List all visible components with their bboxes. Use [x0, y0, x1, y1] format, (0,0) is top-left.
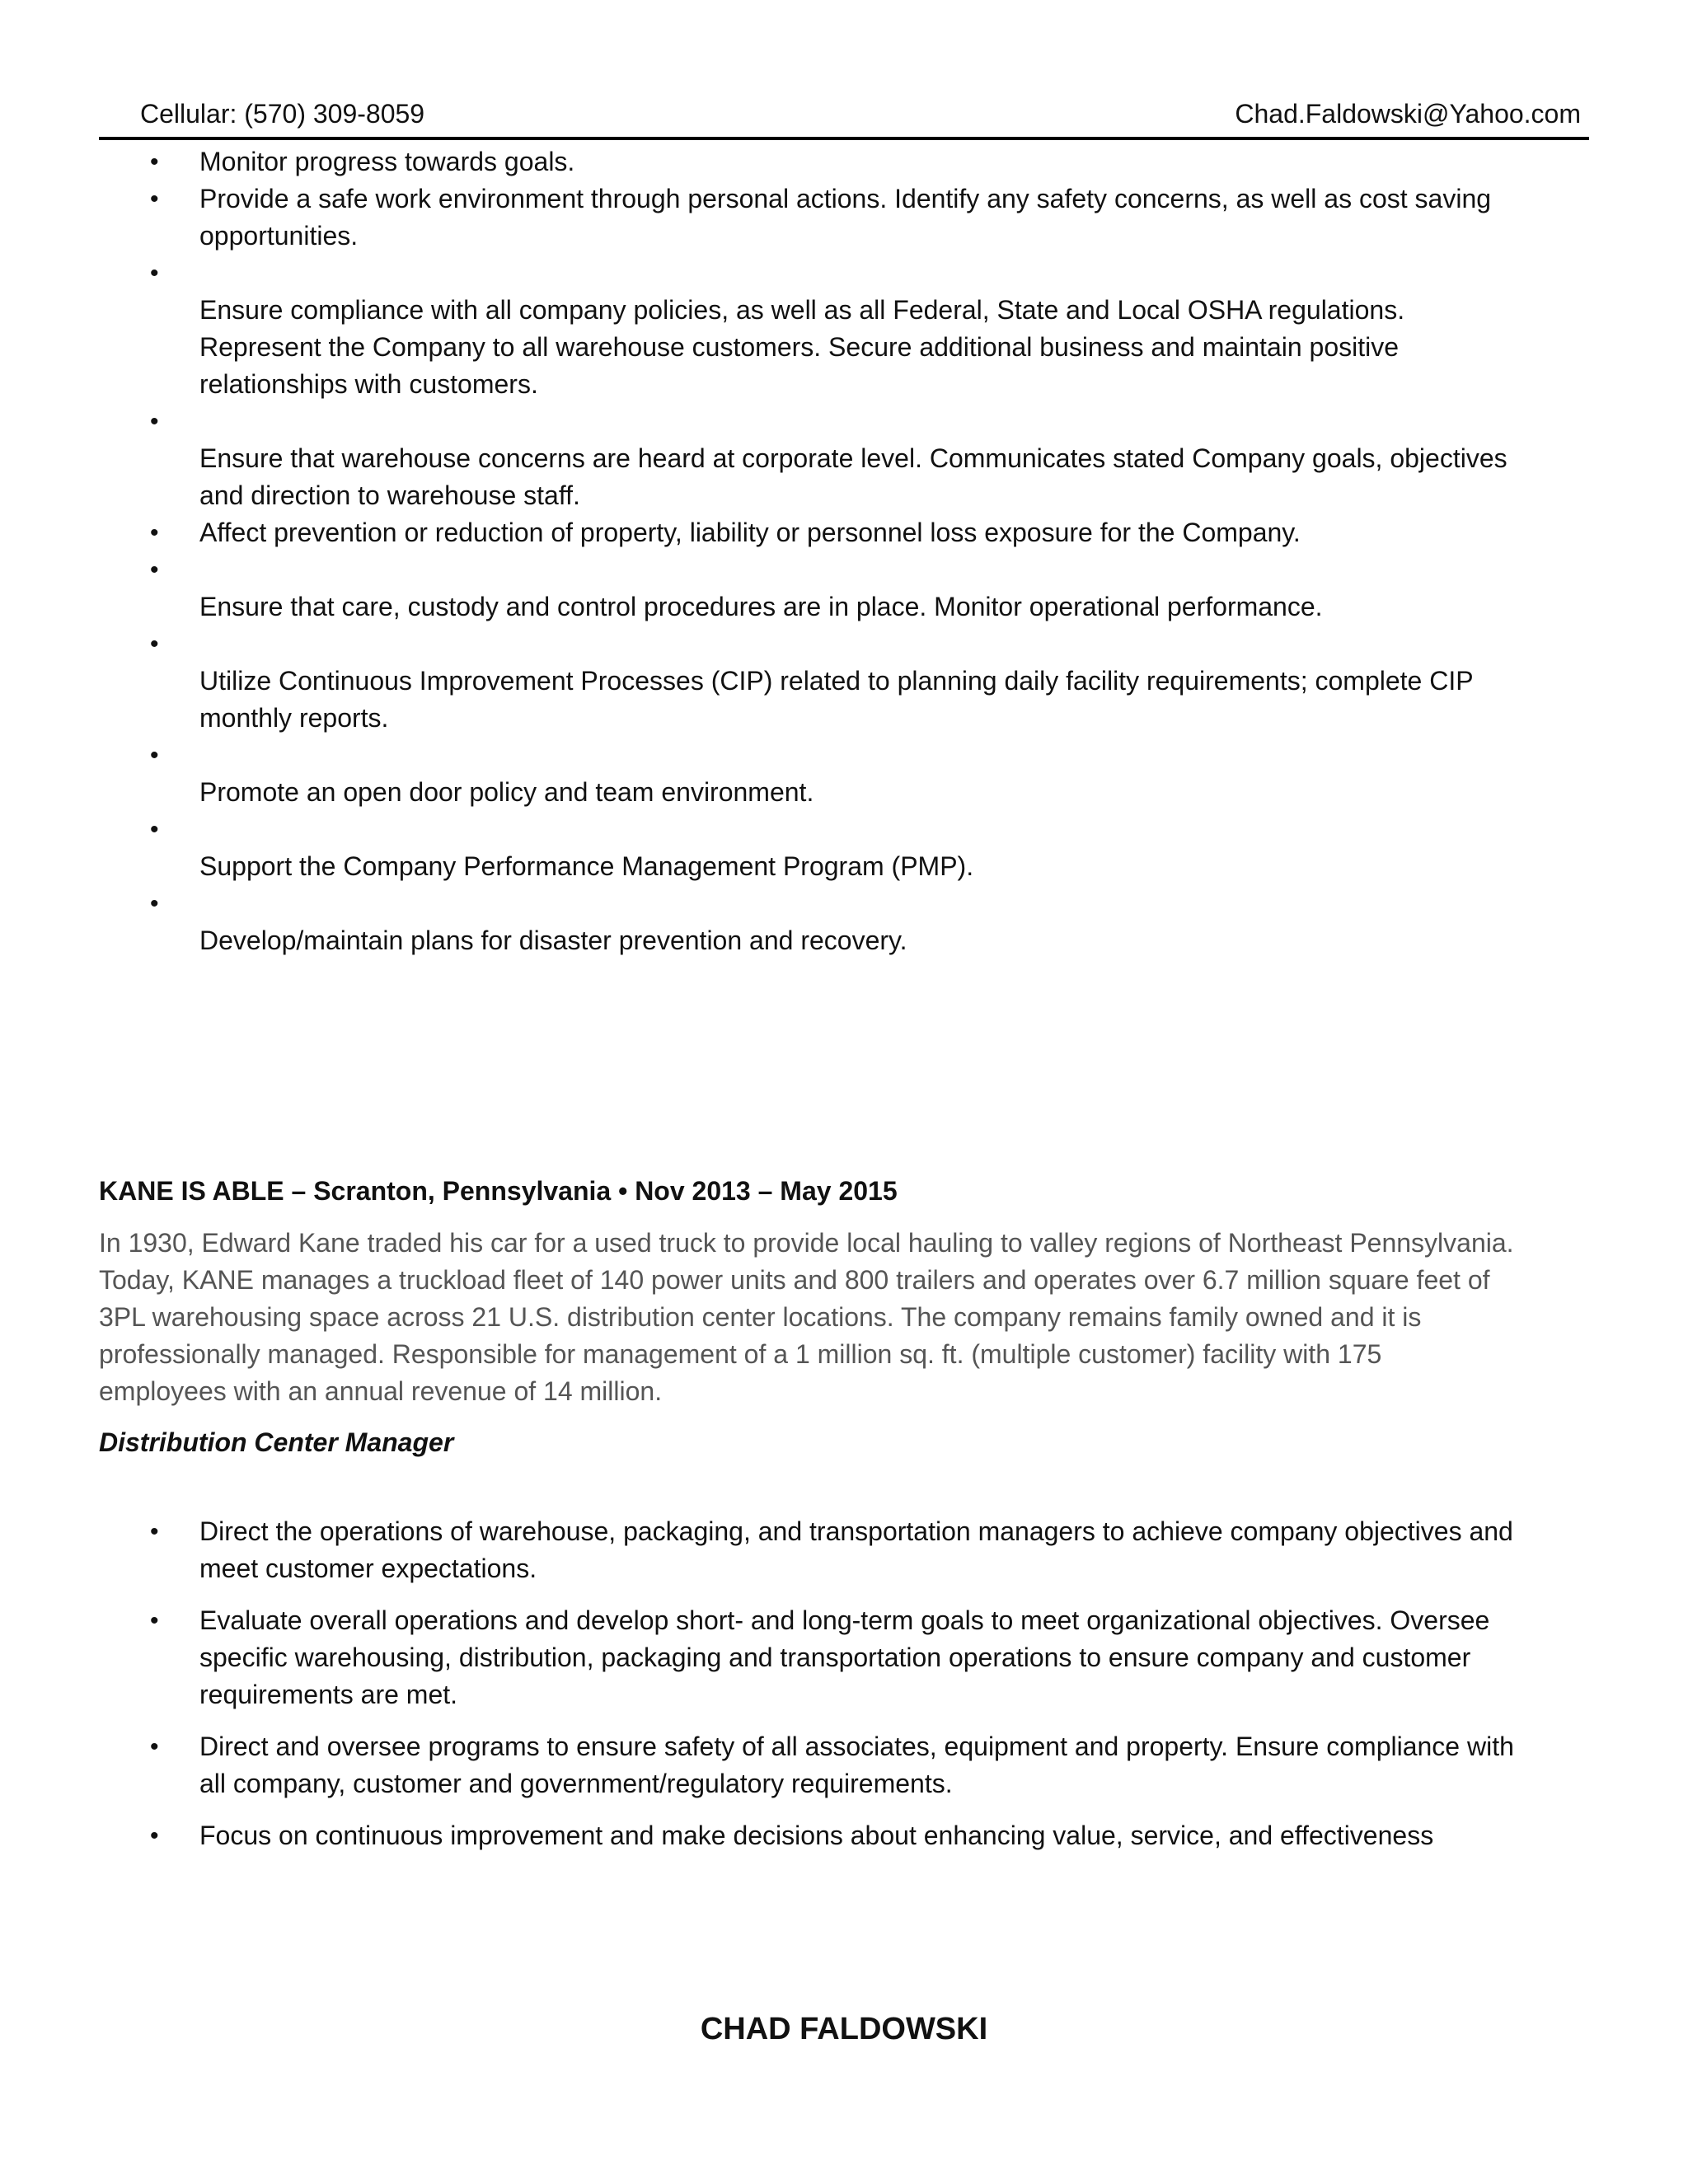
list-item [99, 663, 1589, 737]
company-description [99, 1225, 1599, 1410]
header-divider [99, 137, 1589, 140]
list-item [99, 403, 1589, 440]
kane-duties-list [99, 1513, 1589, 1869]
list-item [99, 1728, 1589, 1802]
bullet-dot: • [150, 408, 159, 435]
list-item [99, 180, 1589, 255]
contact-header [99, 99, 1589, 138]
description-line: 3PL warehousing space across 21 U.S. distribution center locations. The company remains family owned and it is [99, 1302, 1422, 1332]
list-item-line: Provide a safe work environment through personal actions. Identify any safety concerns, as well as cost saving [199, 184, 1492, 213]
list-item-line: Evaluate overall operations and develop short- and long-term goals to meet organizational objectives. Oversee [199, 1605, 1490, 1635]
bullet-dot: • [150, 816, 159, 843]
list-item-line: Develop/maintain plans for disaster prevention and recovery. [199, 926, 907, 955]
list-item [99, 514, 1589, 551]
list-item [99, 551, 1589, 588]
bullet-dot: • [150, 260, 159, 287]
list-item [99, 440, 1589, 514]
bullet-dot: • [150, 148, 159, 176]
list-item-line: Focus on continuous improvement and make decisions about enhancing value, service, and effectiveness [199, 1821, 1434, 1850]
list-item-line: requirements are met. [199, 1680, 458, 1709]
list-item [99, 922, 1589, 959]
footer-name: CHAD FALDOWSKI [700, 2012, 988, 2046]
list-item [99, 774, 1589, 811]
previous-duties-list [99, 143, 1589, 959]
list-item [99, 255, 1589, 292]
list-item-line: all company, customer and government/regulatory requirements. [199, 1769, 953, 1798]
list-item-line: specific warehousing, distribution, packaging and transportation operations to ensure company and customer [199, 1643, 1471, 1672]
role-title: Distribution Center Manager [99, 1427, 454, 1457]
bullet-dot: • [150, 1607, 159, 1634]
list-item [99, 848, 1589, 885]
list-item-line [199, 626, 1589, 663]
list-item-line [199, 885, 1589, 922]
list-item-line: opportunities. [199, 221, 359, 251]
list-item-line: and direction to warehouse staff. [199, 480, 580, 510]
list-item [99, 588, 1589, 626]
list-item-line [199, 811, 1589, 848]
bullet-dot: • [150, 630, 159, 658]
list-item-line: meet customer expectations. [199, 1554, 537, 1583]
list-item-line: Ensure that care, custody and control procedures are in place. Monitor operational performance. [199, 592, 1323, 621]
bullet-dot: • [150, 519, 159, 546]
list-item-line [199, 403, 1589, 440]
description-line: In 1930, Edward Kane traded his car for a used truck to provide local hauling to valley regions of Northeast Pennsylvania. [99, 1228, 1514, 1258]
list-item-line: Utilize Continuous Improvement Processes (CIP) related to planning daily facility requirements; complete CIP [199, 666, 1474, 696]
phone-number: Cellular: (570) 309-8059 [140, 99, 425, 129]
list-item [99, 626, 1589, 663]
bullet-dot: • [150, 556, 159, 583]
list-item-line: Represent the Company to all warehouse customers. Secure additional business and maintain positive [199, 332, 1400, 362]
list-item [99, 1817, 1589, 1854]
list-item-line [199, 737, 1589, 774]
email-address: Chad.Faldowski@Yahoo.com [1235, 99, 1581, 129]
description-line: professionally managed. Responsible for management of a 1 million sq. ft. (multiple customer) facility with 175 [99, 1339, 1382, 1369]
list-item-line: Direct the operations of warehouse, packaging, and transportation managers to achieve company objectives and [199, 1516, 1513, 1546]
bullet-dot: • [150, 1733, 159, 1760]
list-item-line [199, 255, 1589, 292]
description-line: employees with an annual revenue of 14 million. [99, 1376, 663, 1406]
list-item-line [199, 551, 1589, 588]
list-item [99, 811, 1589, 848]
list-item-line: monthly reports. [199, 703, 389, 733]
list-item [99, 885, 1589, 922]
list-item-line: Support the Company Performance Management Program (PMP). [199, 851, 974, 881]
list-item [99, 1602, 1589, 1713]
list-item [99, 1513, 1589, 1587]
bullet-dot: • [150, 742, 159, 769]
list-item-line: Affect prevention or reduction of property, liability or personnel loss exposure for the Company. [199, 518, 1301, 547]
description-line: Today, KANE manages a truckload fleet of 140 power units and 800 trailers and operates over 6.7 million square feet of [99, 1265, 1490, 1295]
list-item-line: Ensure compliance with all company policies, as well as all Federal, State and Local OSHA regulations. [199, 295, 1405, 325]
bullet-dot: • [150, 1822, 159, 1849]
list-item-line: Promote an open door policy and team environment. [199, 777, 814, 807]
company-heading: KANE IS ABLE – Scranton, Pennsylvania • Nov 2013 – May 2015 [99, 1176, 898, 1206]
bullet-dot: • [150, 890, 159, 917]
bullet-dot: • [150, 1518, 159, 1545]
list-item-line: Ensure that warehouse concerns are heard at corporate level. Communicates stated Company goals, objectives [199, 443, 1507, 473]
list-item [99, 292, 1589, 403]
list-item [99, 143, 1589, 180]
bullet-dot: • [150, 185, 159, 213]
list-item-line: Direct and oversee programs to ensure safety of all associates, equipment and property. Ensure compliance with [199, 1732, 1514, 1761]
list-item-line: Monitor progress towards goals. [199, 147, 575, 176]
list-item-line: relationships with customers. [199, 369, 538, 399]
list-item [99, 737, 1589, 774]
